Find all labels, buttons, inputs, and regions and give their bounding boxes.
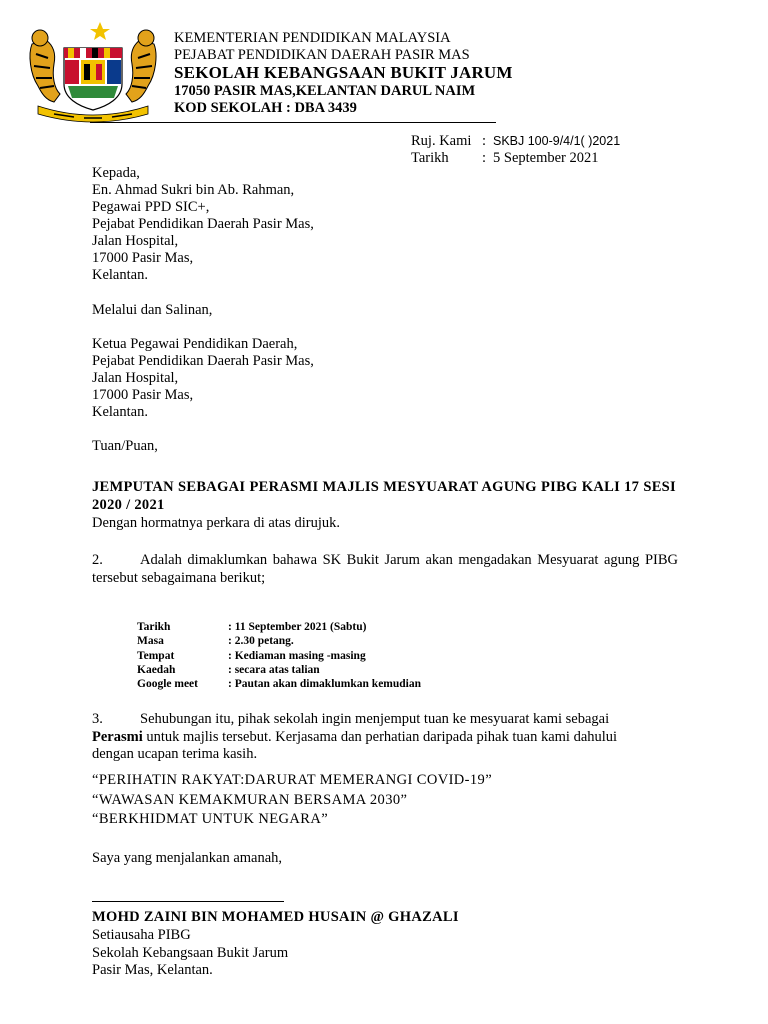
signatory-line: Sekolah Kebangsaan Bukit Jarum xyxy=(92,944,289,961)
ruj-value: SKBJ 100-9/4/1( )2021 xyxy=(493,134,621,148)
letter-subject: JEMPUTAN SEBAGAI PERASMI MAJLIS MESYUARAT AGUNG PIBG KALI 17 SESI 2020 / 2021 xyxy=(92,479,676,513)
detail-value: : Kediaman masing -masing xyxy=(228,649,366,662)
school-code: KOD SEKOLAH : DBA 3439 xyxy=(174,100,357,116)
detail-row xyxy=(137,620,421,634)
via-line: Jalan Hospital, xyxy=(92,370,179,386)
slogan-line: “PERIHATIN RAKYAT:DARURAT MEMERANGI COVID-19” xyxy=(92,772,493,788)
school-address: 17050 PASIR MAS,KELANTAN DARUL NAIM xyxy=(174,83,476,99)
slogans xyxy=(92,771,678,830)
via-label: Melalui dan Salinan, xyxy=(92,302,213,318)
via-line: Pejabat Pendidikan Daerah Pasir Mas, xyxy=(92,353,314,369)
signatory-line: Pasir Mas, Kelantan. xyxy=(92,962,213,978)
detail-row xyxy=(137,634,421,648)
paragraph-2 xyxy=(92,551,678,587)
slogan-line: “BERKHIDMAT UNTUK NEGARA” xyxy=(92,811,329,827)
signature-line xyxy=(92,901,284,902)
school-name: SEKOLAH KEBANGSAAN BUKIT JARUM xyxy=(174,63,513,82)
detail-label: Tempat xyxy=(137,649,175,662)
detail-label: Masa xyxy=(137,635,164,648)
signatory-name: MOHD ZAINI BIN MOHAMED HUSAIN @ GHAZALI xyxy=(92,909,459,925)
detail-value: : 11 September 2021 (Sabtu) xyxy=(228,621,367,633)
detail-label: Tarikh xyxy=(137,621,171,633)
detail-row xyxy=(137,649,421,663)
ruj-colon: : xyxy=(482,133,487,149)
recipient-line: Kelantan. xyxy=(92,267,148,283)
recipient-line: Jalan Hospital, xyxy=(92,233,179,249)
paragraph-3-bold-word: Perasmi xyxy=(92,728,143,745)
via-line: Kelantan. xyxy=(92,404,148,420)
letterhead-divider xyxy=(90,122,496,123)
paragraph-3 xyxy=(92,711,652,764)
paragraph-2-text: Adalah dimaklumkan bahawa SK Bukit Jarum akan mengadakan Mesyuarat agung PIBG tersebut sebagaimana berikut; xyxy=(92,552,678,586)
paragraph-2-number: 2. xyxy=(92,552,103,568)
detail-label: Google meet xyxy=(137,678,198,691)
via-line: Ketua Pegawai Pendidikan Daerah, xyxy=(92,336,298,352)
recipient-line: 17000 Pasir Mas, xyxy=(92,250,194,266)
ruj-label: Ruj. Kami xyxy=(411,133,472,149)
reference-row xyxy=(411,133,620,150)
signatory-line: Setiausaha PIBG xyxy=(92,927,191,943)
meeting-details xyxy=(137,620,421,691)
malaysia-coat-of-arms-logo xyxy=(24,14,162,126)
ministry-name: KEMENTERIAN PENDIDIKAN MALAYSIA xyxy=(174,30,451,46)
detail-value: : secara atas talian xyxy=(228,663,320,676)
tarikh-colon: : xyxy=(482,150,487,166)
detail-label: Kaedah xyxy=(137,663,176,676)
tarikh-value: 5 September 2021 xyxy=(493,150,599,166)
via-block xyxy=(92,336,678,421)
paragraph-3-text-after: untuk majlis tersebut. Kerjasama dan perhatian daripada pihak tuan kami dahului dengan ucapan terima kasih. xyxy=(92,728,618,762)
paragraph-3-number: 3. xyxy=(92,711,103,727)
slogan-line: “WAWASAN KEMAKMURAN BERSAMA 2030” xyxy=(92,791,408,808)
paragraph-3-text-before: Sehubungan itu, pihak sekolah ingin menjemput tuan ke mesyuarat kami sebagai xyxy=(140,711,610,727)
recipient-block xyxy=(92,165,678,284)
recipient-line: Pejabat Pendidikan Daerah Pasir Mas, xyxy=(92,216,314,232)
recipient-line: En. Ahmad Sukri bin Ab. Rahman, xyxy=(92,182,295,198)
detail-value: : Pautan akan dimaklumkan kemudian xyxy=(228,678,422,691)
detail-row xyxy=(137,663,421,677)
to-label: Kepada, xyxy=(92,165,140,181)
tarikh-label: Tarikh xyxy=(411,150,449,166)
district-office-name: PEJABAT PENDIDIKAN DAERAH PASIR MAS xyxy=(174,47,470,63)
recipient-line: Pegawai PPD SIC+, xyxy=(92,199,210,215)
salutation: Tuan/Puan, xyxy=(92,438,158,454)
detail-value: : 2.30 petang. xyxy=(228,635,294,648)
via-line: 17000 Pasir Mas, xyxy=(92,387,194,403)
reference-block xyxy=(411,133,620,167)
closing-phrase: Saya yang menjalankan amanah, xyxy=(92,850,283,866)
intro-paragraph: Dengan hormatnya perkara di atas dirujuk. xyxy=(92,515,341,531)
detail-row xyxy=(137,677,421,691)
signatory-details xyxy=(92,927,678,980)
